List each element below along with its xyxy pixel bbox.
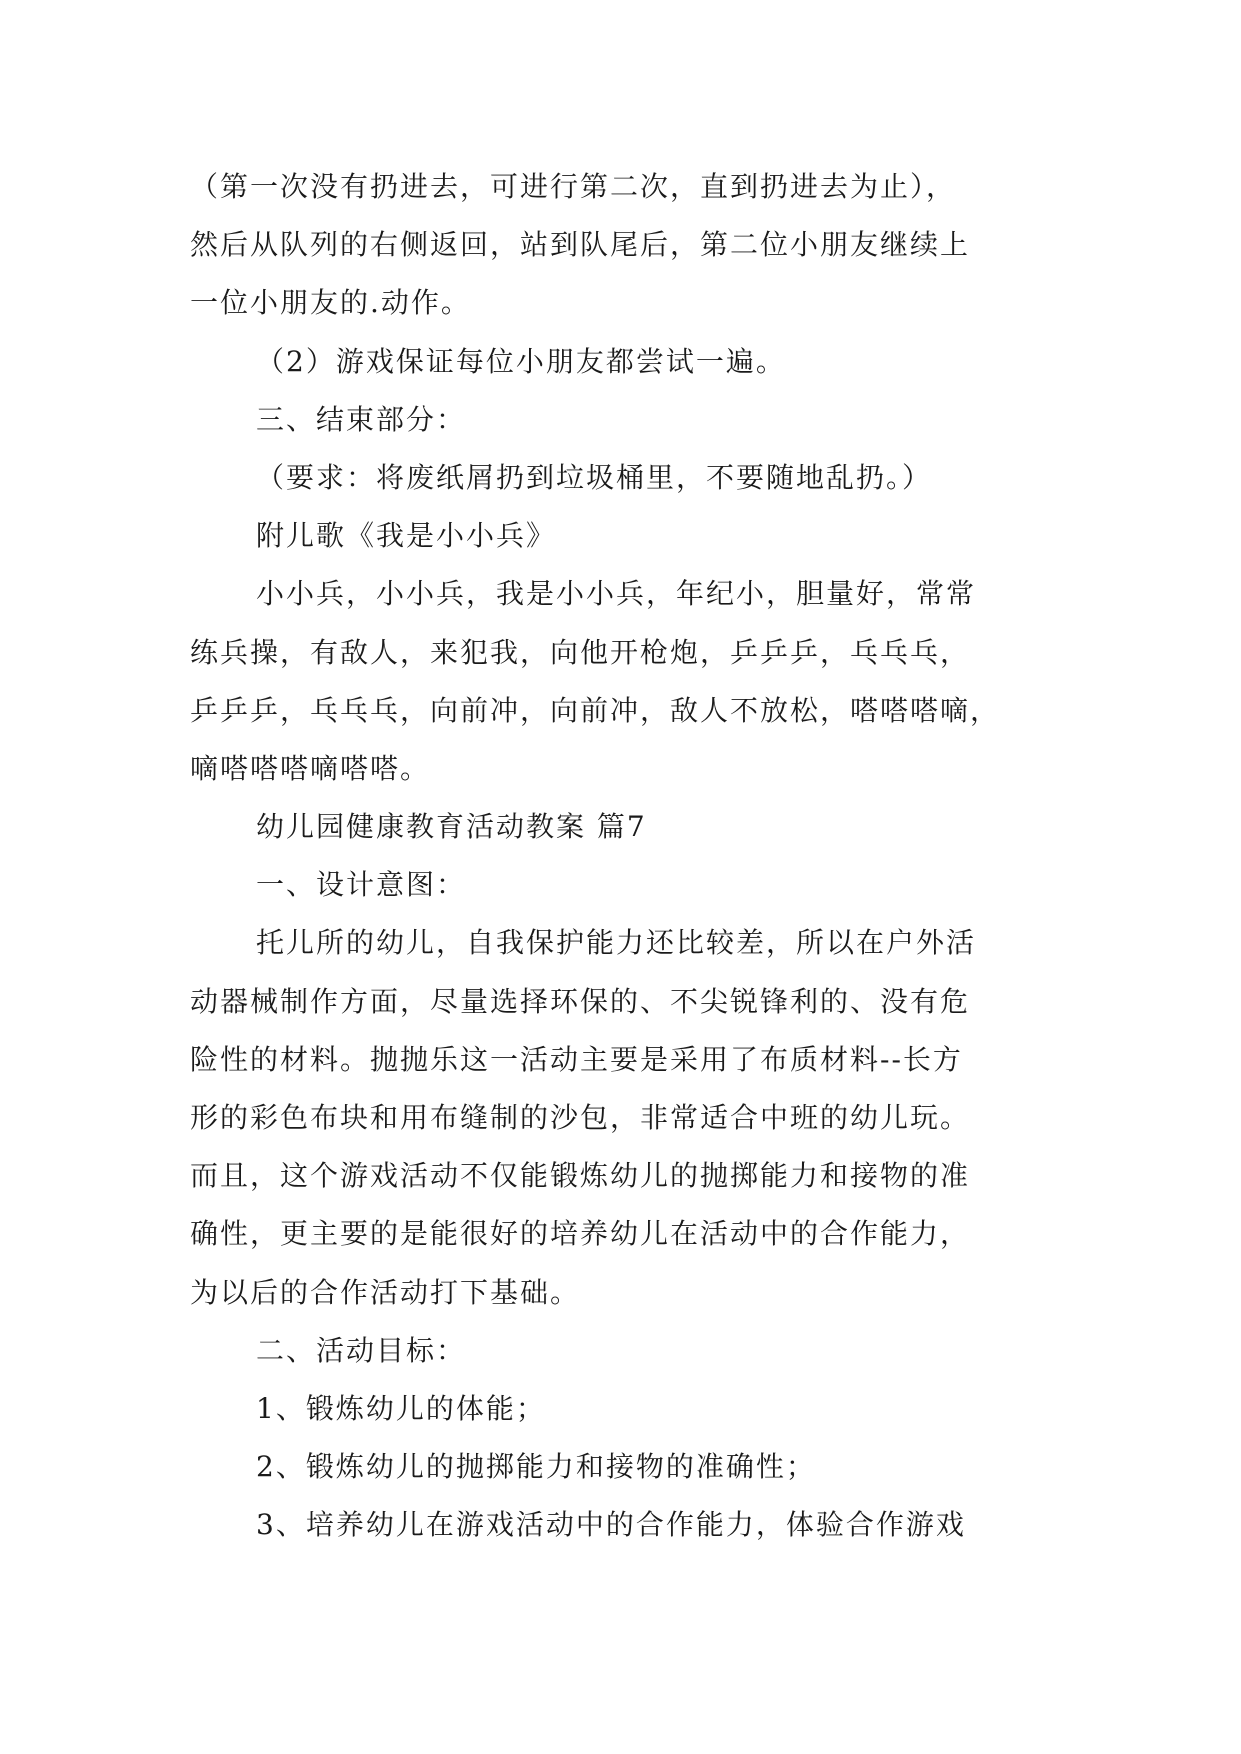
text-line: 托儿所的幼儿，自我保护能力还比较差，所以在户外活	[256, 926, 977, 960]
list-item: 2、锻炼幼儿的抛掷能力和接物的准确性；	[256, 1450, 816, 1484]
text-line: 练兵操，有敌人，来犯我，向他开枪炮，乒乒乒，乓乓乓，	[190, 635, 971, 669]
text-line: 一位小朋友的.动作。	[190, 286, 471, 320]
text-line: （2）游戏保证每位小朋友都尝试一遍。	[256, 344, 786, 378]
text-line: 确性，更主要的是能很好的培养幼儿在活动中的合作能力，	[190, 1217, 971, 1251]
section-heading: 三、结束部分：	[256, 402, 467, 436]
document-body	[190, 158, 1070, 1555]
article-heading: 幼儿园健康教育活动教案 篇7	[256, 810, 647, 844]
text-line: 乒乒乒，乓乓乓，向前冲，向前冲，敌人不放松，嗒嗒嗒嘀，	[190, 693, 1001, 727]
text-line: 形的彩色布块和用布缝制的沙包，非常适合中班的幼儿玩。	[190, 1101, 971, 1134]
text-line: （要求：将废纸屑扔到垃圾桶里，不要随地乱扔。）	[256, 460, 933, 494]
section-heading: 二、活动目标：	[256, 1333, 467, 1367]
text-line: 为以后的合作活动打下基础。	[190, 1275, 581, 1309]
text-line: 小小兵，小小兵，我是小小兵，年纪小，胆量好，常常	[256, 577, 977, 611]
text-line: 嘀嗒嗒嗒嘀嗒嗒。	[190, 751, 431, 785]
text-line: 而且，这个游戏活动不仅能锻炼幼儿的抛掷能力和接物的准	[190, 1159, 971, 1193]
song-title: 附儿歌《我是小小兵》	[256, 519, 557, 553]
text-line: 动器械制作方面，尽量选择环保的、不尖锐锋利的、没有危	[190, 984, 971, 1018]
text-line: （第一次没有扔进去，可进行第二次，直到扔进去为止），	[190, 170, 957, 203]
list-item: 3、培养幼儿在游戏活动中的合作能力，体验合作游戏	[256, 1508, 966, 1542]
text-line: 然后从队列的右侧返回，站到队尾后，第二位小朋友继续上	[190, 228, 971, 262]
list-item: 1、锻炼幼儿的体能；	[256, 1391, 546, 1425]
section-heading: 一、设计意图：	[256, 868, 467, 902]
text-line: 险性的材料。抛抛乐这一活动主要是采用了布质材料--长方	[190, 1042, 963, 1076]
